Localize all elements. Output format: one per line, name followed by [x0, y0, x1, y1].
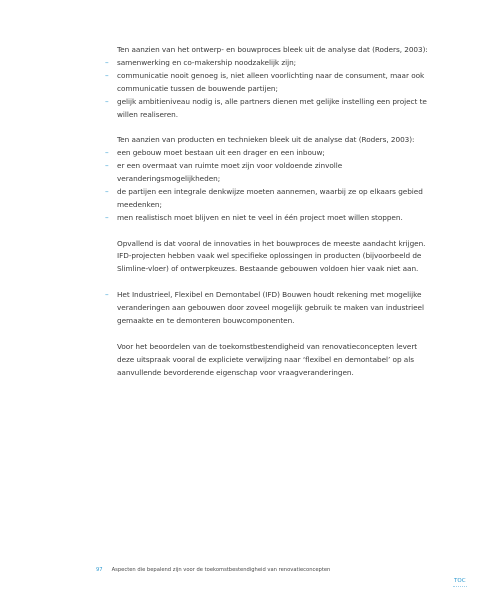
paragraph-products-intro: Ten aanzien van producten en technieken bleek uit de analyse dat (Roders, 2003):: [117, 135, 415, 145]
bullet-dash: –: [105, 212, 109, 222]
bullet-dash: –: [105, 186, 109, 196]
bullet-dash: –: [105, 161, 109, 171]
paragraph-line: IFD-projecten hebben vaak wel specifieke oplossingen in producten (bijvoorbeeld de: [117, 251, 422, 261]
list-item: [105, 96, 430, 122]
paragraph-line: deze uitspraak vooral de expliciete verwijzing naar ‘flexibel en demontabel’ op als: [117, 354, 414, 364]
paragraph-line: Voor het beoordelen van de toekomstbestendigheid van renovatieconcepten levert: [117, 341, 418, 351]
bullet-dash: –: [105, 148, 109, 158]
list-item: [105, 70, 430, 96]
list-item-line: veranderingsmogelijkheden;: [117, 174, 221, 184]
paragraph-line: aanvullende bevorderende eigenschap voor vraagveranderingen.: [117, 367, 354, 377]
list-product-findings: [105, 147, 430, 224]
list-item: [105, 160, 430, 186]
list-item-line: Het Industrieel, Flexibel en Demontabel (IFD) Bouwen houdt rekening met mogelijke: [117, 290, 422, 300]
bullet-dash: –: [105, 57, 109, 67]
list-item-line: willen realiseren.: [117, 109, 179, 119]
list-item-line: veranderingen aan gebouwen door zoveel mogelijk gebruik te maken van industrieel: [117, 303, 424, 313]
toc-underline: [453, 586, 467, 589]
paragraph-process-intro: Ten aanzien van het ontwerp- en bouwproces bleek uit de analyse dat (Roders, 2003):: [117, 45, 428, 54]
bullet-dash: –: [105, 96, 109, 106]
running-title: Aspecten die bepalend zijn voor de toekomstbestendigheid van renovatieconcepten: [111, 567, 331, 573]
list-item-line: de partijen een integrale denkwijze moeten aannemen, waarbij ze op elkaars gebied: [117, 186, 423, 196]
list-item-line: gemaakte en te demonteren bouwcomponenten.: [117, 315, 295, 325]
list-process-findings: [105, 57, 430, 122]
paragraph-line: Slimline-vloer) of ontwerpkeuzes. Bestaande gebouwen voldoen hier vaak niet aan.: [117, 264, 419, 274]
list-item-line: communicatie tussen de bouwende partijen;: [117, 83, 278, 93]
paragraph-innovation: [117, 238, 430, 277]
list-item: [105, 147, 430, 160]
list-item-line: meedenken;: [117, 199, 162, 209]
list-item-line: er een overmaat van ruimte moet zijn voor voldoende zinvolle: [117, 161, 343, 171]
list-item-line: gelijk ambitieniveau nodig is, alle partners dienen met gelijke instelling een project te: [117, 96, 427, 106]
page-body: [105, 44, 430, 380]
list-item-line: men realistisch moet blijven en niet te veel in één project moet willen stoppen.: [117, 212, 403, 222]
bullet-dash: –: [105, 290, 109, 300]
paragraph-line: Opvallend is dat vooral de innovaties in het bouwproces de meeste aandacht krijgen.: [117, 238, 426, 248]
list-ifd-definition: [105, 289, 430, 328]
toc-link[interactable]: TOC: [454, 578, 466, 584]
bullet-dash: –: [105, 70, 109, 80]
list-item: [105, 289, 430, 328]
list-item: [105, 57, 430, 70]
list-item: [105, 212, 430, 225]
page-footer: [96, 566, 330, 574]
list-item-line: communicatie nooit genoeg is, niet alleen voorlichting naar de consument, maar ook: [117, 70, 425, 80]
list-item-line: samenwerking en co-makership noodzakelijk zijn;: [117, 57, 297, 67]
list-item-line: een gebouw moet bestaan uit een drager en een inbouw;: [117, 148, 325, 158]
paragraph-conclusion: [117, 341, 430, 380]
list-item: [105, 186, 430, 212]
page-number: 97: [96, 567, 103, 573]
